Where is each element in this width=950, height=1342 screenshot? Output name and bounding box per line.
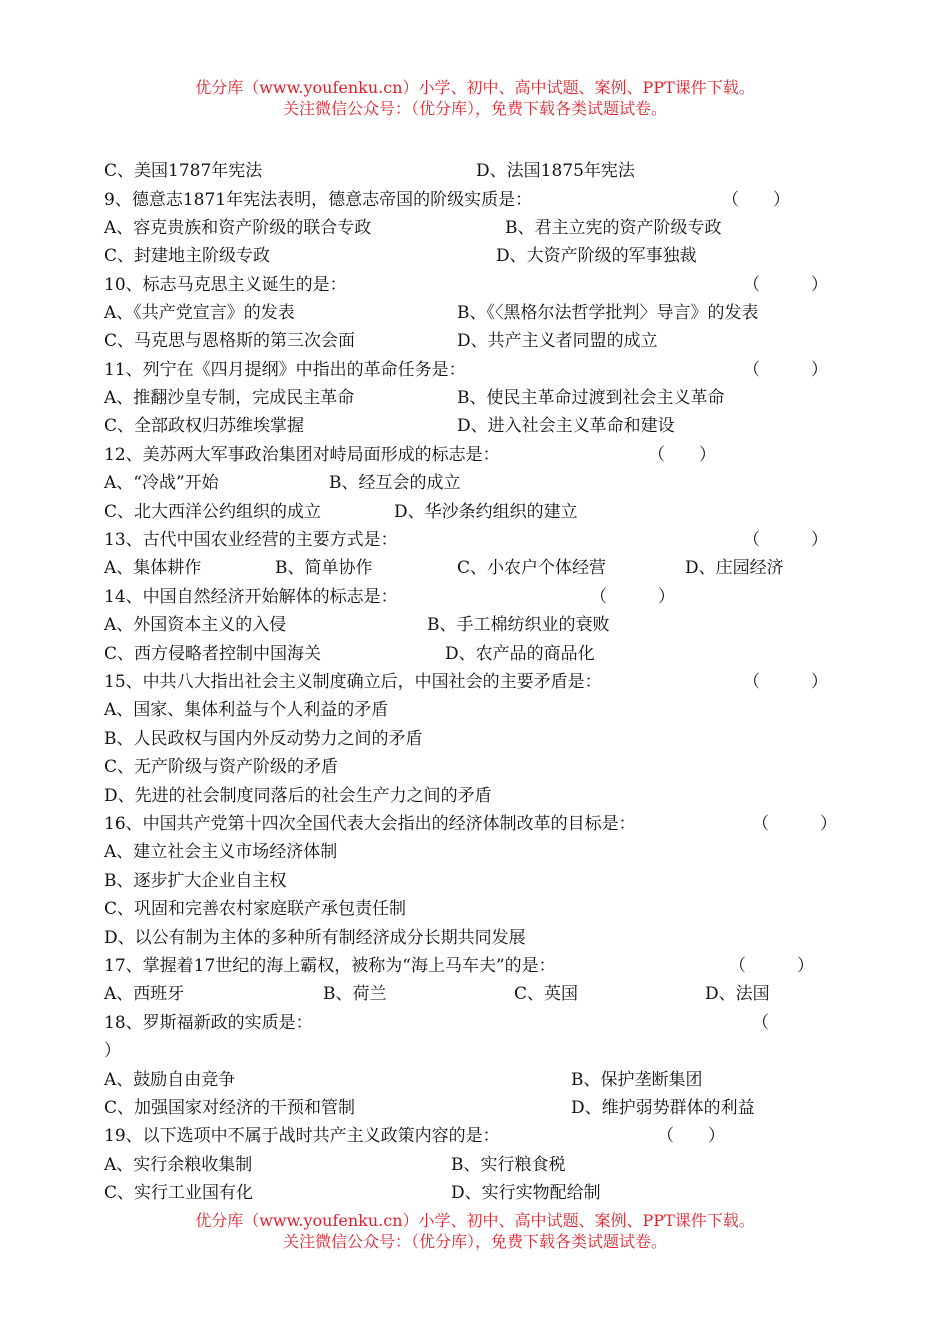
answer-option: D、华沙条约组织的建立 — [394, 502, 578, 522]
answer-option: C、英国 — [514, 984, 579, 1004]
answer-option: B、简单协作 — [275, 558, 373, 578]
answer-option: D、庄园经济 — [685, 558, 784, 578]
answer-option: D、法国1875年宪法 — [476, 161, 635, 181]
answer-option: B、实行粮食税 — [451, 1155, 566, 1175]
answer-option: A、集体耕作 — [104, 558, 202, 578]
answer-option: B、手工棉纺织业的衰败 — [427, 615, 610, 635]
answer-blank: （ ） — [590, 587, 675, 607]
answer-option: D、大资产阶级的军事独裁 — [496, 246, 697, 266]
header-banner — [0, 77, 950, 119]
question-stem: 9、德意志1871年宪法表明，德意志帝国的阶级实质是： — [104, 190, 533, 210]
answer-option: A、实行余粮收集制 — [104, 1155, 253, 1175]
answer-option: C、巩固和完善农村家庭联产承包责任制 — [104, 899, 407, 919]
answer-option: D、法国 — [705, 984, 770, 1004]
footer-line-1: 优分库（www.youfenku.cn）小学、初中、高中试题、案例、PPT课件下载。 — [195, 1211, 755, 1230]
header-line-1: 优分库（www.youfenku.cn）小学、初中、高中试题、案例、PPT课件下载。 — [195, 78, 755, 97]
question-stem: 19、以下选项中不属于战时共产主义政策内容的是： — [104, 1126, 500, 1146]
answer-option: C、无产阶级与资产阶级的矛盾 — [104, 757, 339, 777]
answer-option: A、外国资本主义的入侵 — [104, 615, 287, 635]
answer-option: A、容克贵族和资产阶级的联合专政 — [104, 218, 372, 238]
answer-blank: （ ） — [657, 1126, 725, 1146]
footer-line-2: 关注微信公众号：（优分库），免费下载各类试题试卷。 — [282, 1232, 667, 1251]
answer-option: C、加强国家对经济的干预和管制 — [104, 1098, 356, 1118]
answer-option: C、西方侵略者控制中国海关 — [104, 644, 322, 664]
answer-blank: （ ） — [743, 275, 828, 295]
answer-option: A、推翻沙皇专制，完成民主革命 — [104, 388, 355, 408]
question-stem: 18、罗斯福新政的实质是： — [104, 1013, 313, 1033]
answer-blank: （ — [752, 1013, 769, 1033]
answer-blank: （ ） — [648, 445, 716, 465]
question-stem: 10、标志马克思主义诞生的是： — [104, 275, 347, 295]
answer-option: B、荷兰 — [323, 984, 387, 1004]
answer-option: D、农产品的商品化 — [445, 644, 595, 664]
answer-option: D、进入社会主义革命和建设 — [457, 416, 675, 436]
question-stem: 16、中国共产党第十四次全国代表大会指出的经济体制改革的目标是： — [104, 814, 636, 834]
answer-option: A、《共产党宣言》的发表 — [104, 303, 295, 323]
answer-option: B、君主立宪的资产阶级专政 — [505, 218, 722, 238]
answer-option: A、建立社会主义市场经济体制 — [104, 842, 338, 862]
answer-blank: （ ） — [752, 814, 837, 834]
header-line-2: 关注微信公众号：（优分库），免费下载各类试题试卷。 — [282, 99, 667, 118]
answer-option: D、实行实物配给制 — [451, 1183, 601, 1203]
answer-option: D、先进的社会制度同落后的社会生产力之间的矛盾 — [104, 786, 492, 806]
answer-option: C、全部政权归苏维埃掌握 — [104, 416, 305, 436]
answer-blank: ） — [104, 1041, 121, 1061]
answer-option: B、保护垄断集团 — [571, 1070, 703, 1090]
question-stem: 15、中共八大指出社会主义制度确立后，中国社会的主要矛盾是： — [104, 672, 602, 692]
question-stem: 14、中国自然经济开始解体的标志是： — [104, 587, 398, 607]
answer-option: B、人民政权与国内外反动势力之间的矛盾 — [104, 729, 423, 749]
answer-option: D、维护弱势群体的利益 — [571, 1098, 755, 1118]
question-stem: 17、掌握着17世纪的海上霸权，被称为“海上马车夫”的是： — [104, 956, 556, 976]
answer-option: B、经互会的成立 — [329, 473, 461, 493]
answer-option: C、小农户个体经营 — [457, 558, 607, 578]
answer-option: B、使民主革命过渡到社会主义革命 — [457, 388, 725, 408]
answer-option: C、马克思与恩格斯的第三次会面 — [104, 331, 356, 351]
question-stem: 13、古代中国农业经营的主要方式是： — [104, 530, 398, 550]
answer-blank: （ ） — [743, 672, 828, 692]
answer-blank: （ ） — [722, 190, 790, 210]
answer-option: B、逐步扩大企业自主权 — [104, 871, 287, 891]
answer-blank: （ ） — [743, 360, 828, 380]
question-stem: 12、美苏两大军事政治集团对峙局面形成的标志是： — [104, 445, 500, 465]
question-stem: 11、列宁在《四月提纲》中指出的革命任务是： — [104, 360, 466, 380]
answer-blank: （ ） — [743, 530, 828, 550]
answer-option: B、《〈黑格尔法哲学批判〉导言》的发表 — [457, 303, 759, 323]
answer-option: A、西班牙 — [104, 984, 185, 1004]
answer-option: A、鼓励自由竞争 — [104, 1070, 236, 1090]
answer-option: C、封建地主阶级专政 — [104, 246, 271, 266]
answer-option: C、北大西洋公约组织的成立 — [104, 502, 322, 522]
answer-blank: （ ） — [729, 956, 814, 976]
answer-option: D、共产主义者同盟的成立 — [457, 331, 658, 351]
answer-option: D、以公有制为主体的多种所有制经济成分长期共同发展 — [104, 928, 526, 948]
answer-option: A、国家、集体利益与个人利益的矛盾 — [104, 700, 389, 720]
footer-banner — [0, 1210, 950, 1252]
answer-option: A、“冷战”开始 — [104, 473, 219, 493]
answer-option: C、实行工业国有化 — [104, 1183, 254, 1203]
answer-option: C、美国1787年宪法 — [104, 161, 263, 181]
